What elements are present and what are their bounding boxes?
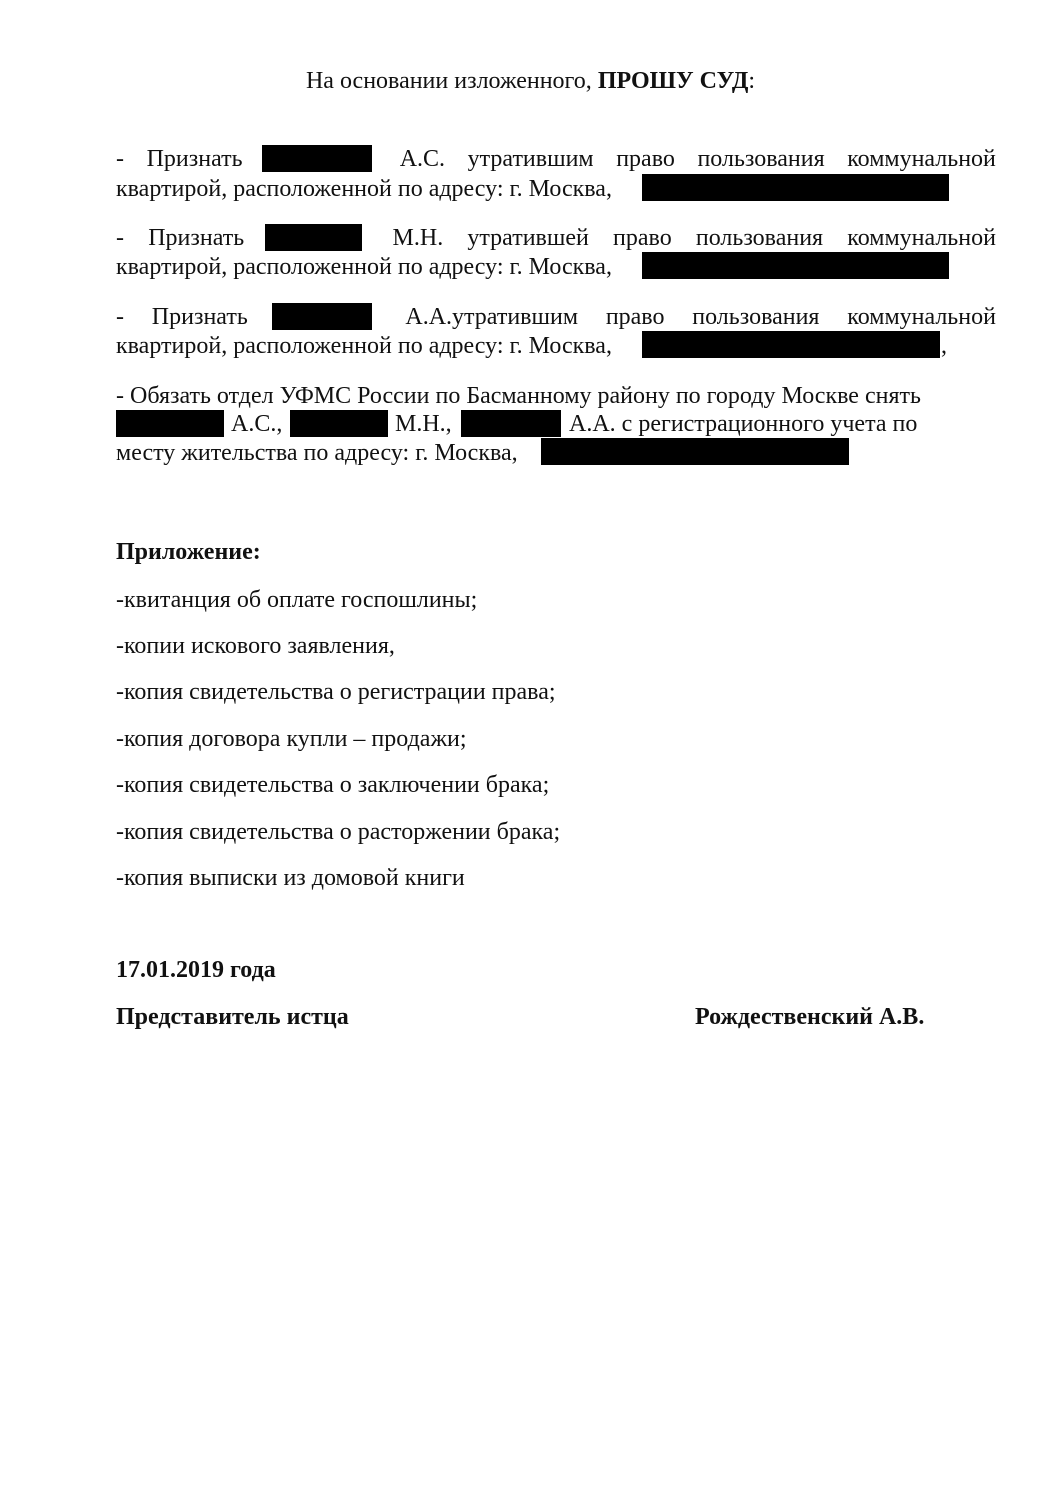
request-3-line-1: - Признать А.А.утратившим право пользования коммунальной	[116, 304, 996, 330]
signer-name: Рождественский А.В.	[695, 1004, 925, 1030]
request-1-line-2: квартирой, расположенной по адресу: г. Москва,	[116, 176, 612, 202]
redacted-surname	[262, 145, 372, 172]
redacted-address	[642, 174, 949, 201]
redacted-address	[642, 331, 940, 358]
request-1-line-1: - Признать А.С. утратившим право пользования коммунальной	[116, 146, 996, 172]
attachment-item: -копии искового заявления,	[116, 633, 395, 659]
redacted-surname	[265, 224, 362, 251]
oblige-line-1: - Обязать отдел УФМС России по Басманному району по городу Москве снять	[116, 383, 921, 409]
redacted-address	[642, 252, 949, 279]
attachment-item: -копия свидетельства о регистрации права;	[116, 679, 556, 705]
redacted-surname	[116, 410, 224, 437]
attachment-item: -копия свидетельства о расторжении брака;	[116, 819, 561, 845]
signer-role: Представитель истца	[116, 1004, 349, 1030]
request-2-line-2: квартирой, расположенной по адресу: г. Москва,	[116, 254, 612, 280]
redacted-surname	[290, 410, 388, 437]
oblige-initials-1: А.С.,	[231, 411, 283, 437]
heading-bold: ПРОШУ СУД	[597, 68, 749, 94]
attachment-item: -копия свидетельства о заключении брака;	[116, 772, 550, 798]
oblige-line-3: месту жительства по адресу: г. Москва,	[116, 440, 518, 466]
attachment-item: -квитанция об оплате госпошлины;	[116, 587, 478, 613]
request-2-line-1: - Признать М.Н. утратившей право пользования коммунальной	[116, 225, 996, 251]
redacted-address	[541, 438, 849, 465]
redacted-surname	[272, 303, 372, 330]
redacted-surname	[461, 410, 561, 437]
attachments-title: Приложение:	[116, 539, 261, 565]
attachment-item: -копия выписки из домовой книги	[116, 865, 465, 891]
document-date: 17.01.2019 года	[116, 957, 276, 983]
heading-text: На основании изложенного,	[305, 68, 598, 94]
heading-colon: :	[748, 68, 756, 94]
request-3-tail: ,	[941, 333, 947, 359]
petition-heading	[0, 66, 1061, 96]
request-3-line-2: квартирой, расположенной по адресу: г. Москва,	[116, 333, 612, 359]
oblige-initials-2: М.Н.,	[395, 411, 452, 437]
oblige-initials-3: А.А. с регистрационного учета по	[569, 411, 918, 437]
attachment-item: -копия договора купли – продажи;	[116, 726, 467, 752]
